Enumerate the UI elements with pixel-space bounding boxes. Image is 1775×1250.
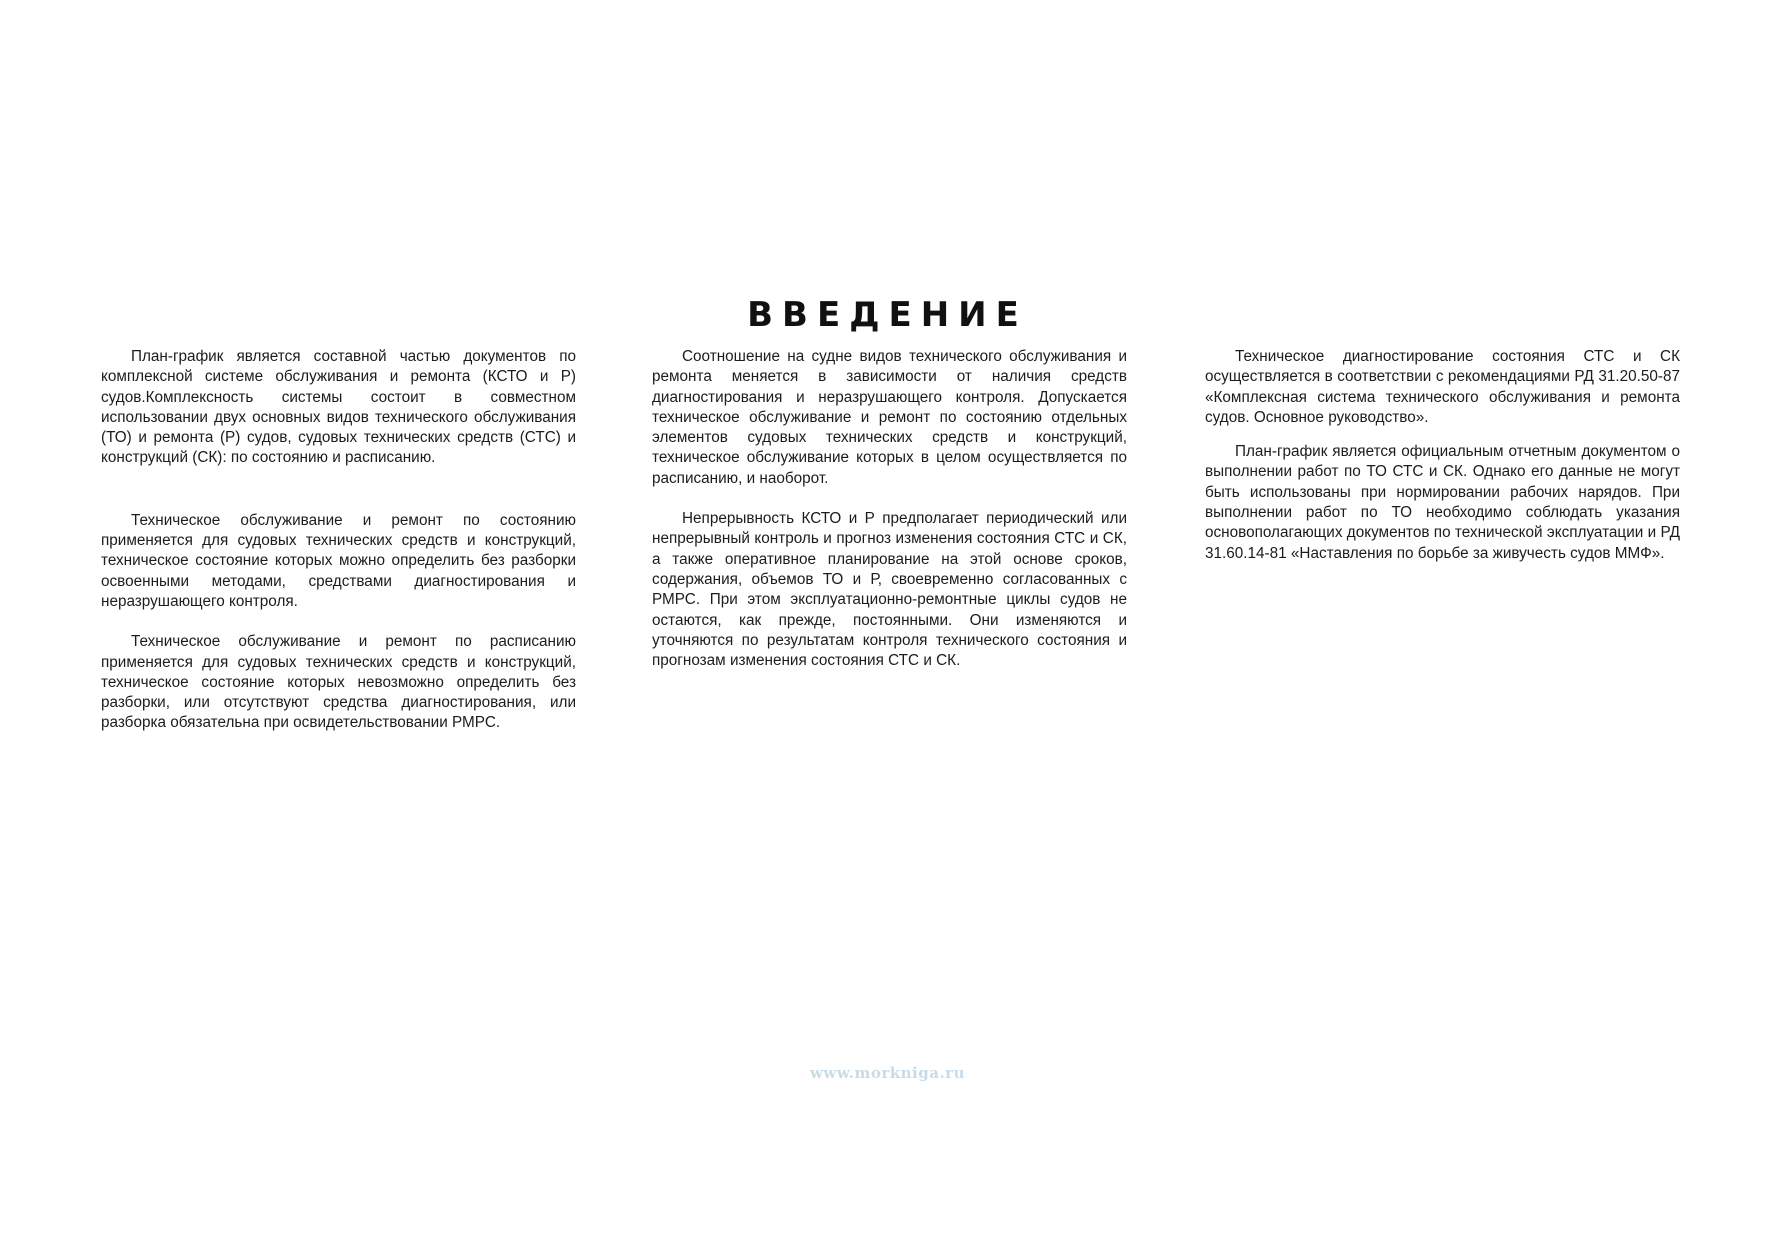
- paragraph-official-report: План-график является официальным отчетным документом о выполнении работ по ТО СТС и СК. Однако его данные не могут быть использованы при нормировании рабочих нарядов. При выполнении работ по ТО необходимо соблюдать указания основополагающих документов по технической эксплуатации и РД 31.60.14-81 «Наставления по борьбе за живучесть судов ММФ».: [1205, 443, 1680, 562]
- text-column-middle: [652, 347, 1127, 691]
- text-column-left: [101, 347, 576, 754]
- paragraph-maintenance-ratio: Соотношение на судне видов технического обслуживания и ремонта меняется в зависимости от наличия средств диагностирования и неразрушающего контроля. Допускается техническое обслуживание и ремонт по состоянию отдельных элементов судовых технических средств и конструкций, техническое обслуживание которых в целом осуществляется по расписанию, и наоборот.: [652, 348, 1127, 487]
- paragraph-technical-diagnostics: Техническое диагностирование состояния СТС и СК осуществляется в соответствии с рекомендациями РД 31.20.50-87 «Комплексная система технического обслуживания и ремонта судов. Основное руководство».: [1205, 348, 1680, 426]
- paragraph-maintenance-by-schedule: Техническое обслуживание и ремонт по расписанию применяется для судовых технических средств и конструкций, техническое состояние которых невозможно определить без разборки, или отсутствуют средства диагностирования, или разборка обязательна при освидетельствовании РМРС.: [101, 633, 576, 732]
- text-column-right: [1205, 347, 1680, 584]
- page-title: ВВЕДЕНИЕ: [747, 294, 1028, 335]
- paragraph-ksto-overview: План-график является составной частью документов по комплексной системе обслуживания и ремонта (КСТО и Р) судов.Комплексность системы состоит в совместном использовании двух основных видов технического обслуживания (ТО) и ремонта (Р) судов, судовых технических средств (СТС) и конструкций (СК): по состоянию и расписанию.: [101, 348, 576, 467]
- watermark: www.morkniga.ru: [810, 1064, 965, 1082]
- paragraph-ksto-continuity: Непрерывность КСТО и Р предполагает периодический или непрерывный контроль и прогноз изменения состояния СТС и СК, а также оперативное планирование на этой основе сроков, содержания, объемов ТО и Р, своевременно согласованных с РМРС. При этом эксплуатационно-ремонтные циклы судов не остаются, как прежде, постоянными. Они изменяются и уточняются по результатам контроля технического состояния и прогнозам изменения состояния СТС и СК.: [652, 510, 1127, 670]
- paragraph-maintenance-by-condition: Техническое обслуживание и ремонт по состоянию применяется для судовых технических средств и конструкций, техническое состояние которых можно определить без разборки освоенными методами, средствами диагностирования и неразрушающего контроля.: [101, 511, 576, 610]
